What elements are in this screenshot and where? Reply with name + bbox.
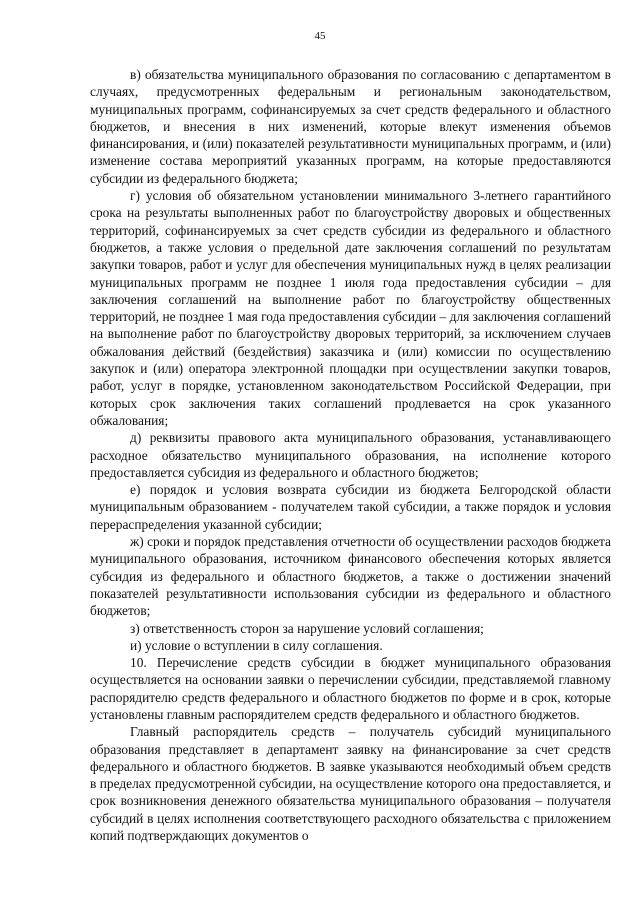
paragraph-i: и) условие о вступлении в силу соглашения. — [130, 637, 383, 653]
paragraph-g: г) условия об обязательном установлении минимального 3-летнего гарантийного срока на результаты выполненных работ по благоустройству дворовых и общественных территорий, софинансируемых за счет средств субсидии из федерального и областного бюджетов, а также условия о предельной дате заключения соглашений по результатам закупки товаров, работ и услуг для обеспечения муниципальных нужд в целях реализации муниципальных программ не позднее 1 июля года предоставления субсидии – для заключения соглашений на выполнение работ по благоустройству общественных территорий, не позднее 1 мая года предоставления субсидии – для заключения соглашений на выполнение работ по благоустройству дворовых территорий, за исключением случаев обжалования действий (бездействия) заказчика и (или) комиссии по осуществлению закупок и (или) оператора электронной площадки при осуществлении закупки товаров, работ, услуг в порядке, установленном законодательством Российской Федерации, при которых срок заключения таких соглашений продлевается на срок указанного обжалования; — [90, 188, 611, 428]
paragraph-z: з) ответственность сторон за нарушение условий соглашения; — [130, 620, 484, 636]
paragraph-zh: ж) сроки и порядок представления отчетности об осуществлении расходов бюджета муниципального образования, источником финансового обеспечения которых является субсидия из федерального и областного бюджетов, а также о достижении значений показателей результативности использования субсидии из федерального и областного бюджетов; — [90, 534, 611, 619]
document-body — [90, 66, 611, 844]
paragraph-d: д) реквизиты правового акта муниципального образования, устанавливающего расходное обязательство муниципального образования, на исполнение которого предоставляется субсидия из федерального и областного бюджетов; — [90, 430, 611, 480]
paragraph-main-distributor: Главный распорядитель средств – получатель субсидий муниципального образования представляет в департамент заявку на финансирование за счет средств федерального и областного бюджетов. В заявке указываются необходимый объем средств в пределах предусмотренной субсидии, на осуществление которого она предоставляется, и срок возникновения денежного обязательства муниципального образования – получателя субсидий в целях исполнения соответствующего расходного обязательства с приложением копий подтверждающих документов о — [90, 724, 611, 844]
paragraph-v: в) обязательства муниципального образования по согласованию с департаментом в случаях, предусмотренных федеральным и региональным законодательством, муниципальных программ, софинансируемых за счет средств федерального и областного бюджетов, и внесения в них изменений, которые влекут изменения объемов финансирования, и (или) показателей результативности муниципальных программ, и (или) изменение состава мероприятий указанных программ, на которые предоставляются субсидии из федерального бюджета; — [90, 67, 611, 186]
paragraph-10: 10. Перечисление средств субсидии в бюджет муниципального образования осуществляется на основании заявки о перечислении субсидии, представляемой главному распорядителю средств федерального и областного бюджетов по форме и в срок, которые установлены главным распорядителем средств федерального и областного бюджетов. — [90, 655, 611, 722]
paragraph-e: е) порядок и условия возврата субсидии из бюджета Белгородской области муниципальным образованием - получателем такой субсидии, а также порядок и условия перераспределения указанной субсидии; — [90, 482, 611, 532]
page-number: 45 — [314, 30, 326, 42]
